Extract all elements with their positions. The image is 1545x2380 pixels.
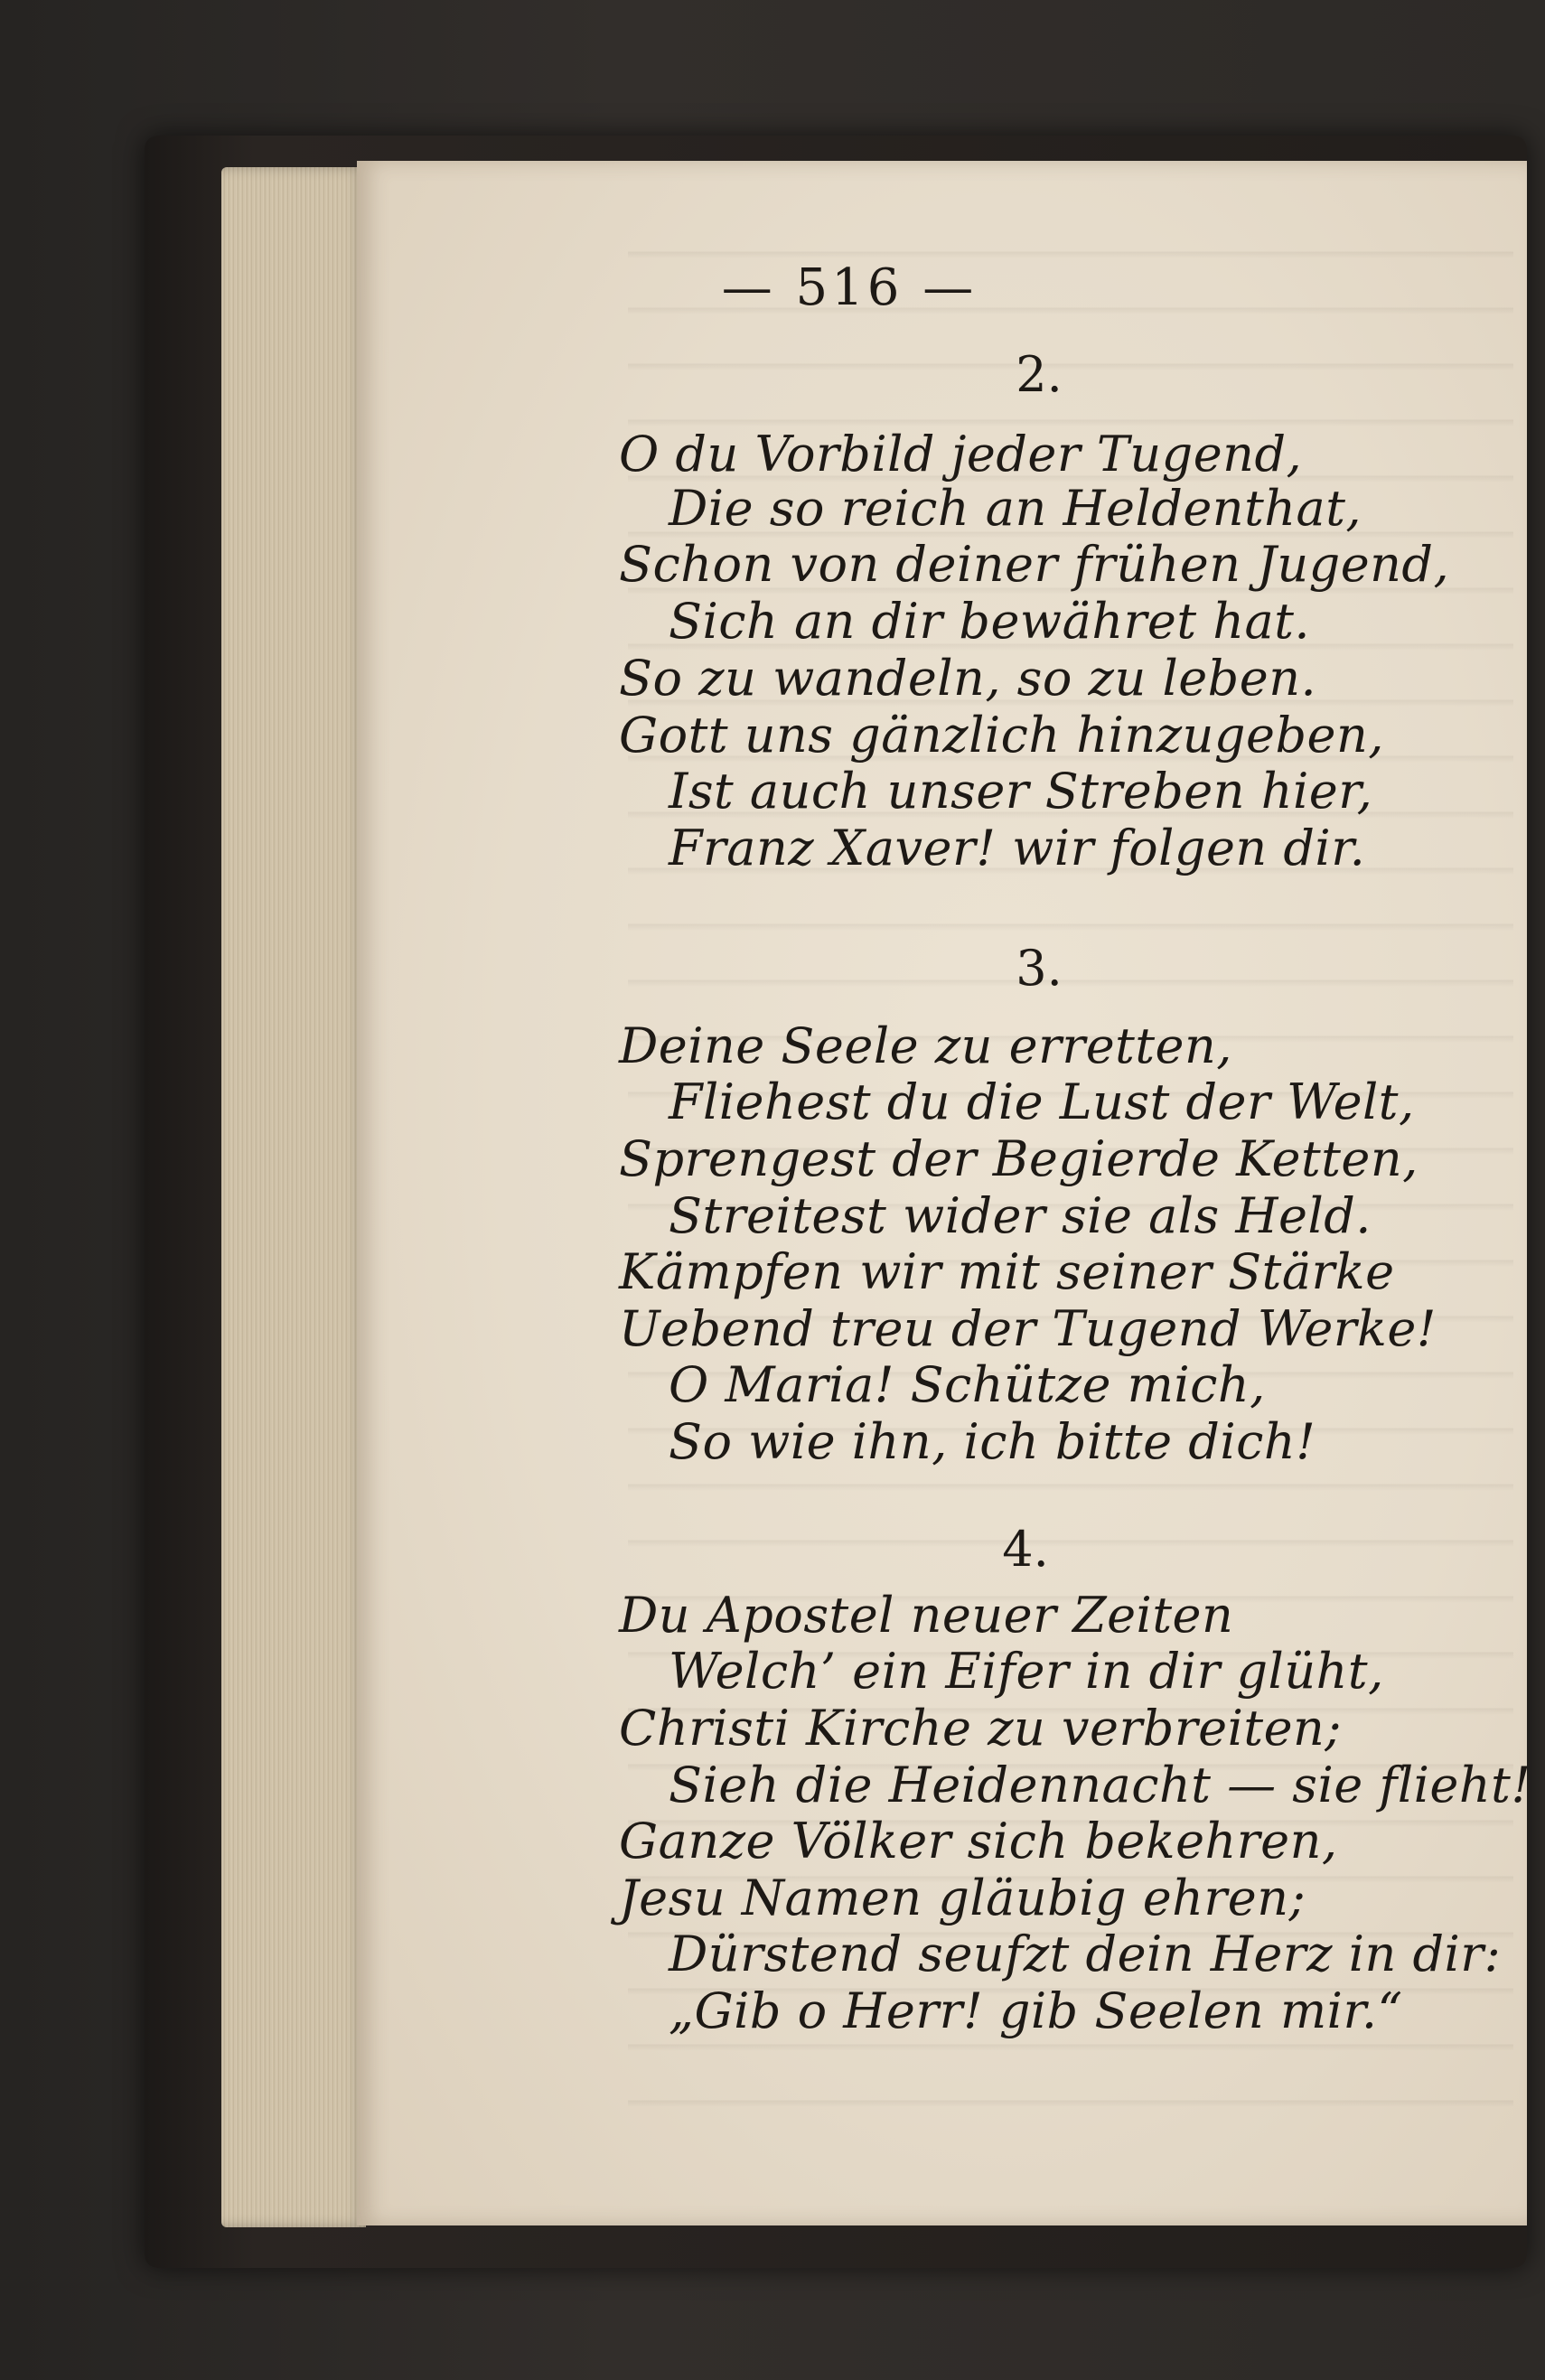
verse-line: Fliehest du die Lust der Welt, (669, 1073, 1415, 1130)
stanza-number: 4. (1002, 1521, 1049, 1578)
verse-line: Ganze Völker sich bekehren, (619, 1813, 1338, 1869)
verse-line: O du Vorbild jeder Tugend, (619, 426, 1303, 483)
verse-line: Schon von deiner frühen Jugend, (619, 536, 1450, 593)
verse-line: So zu wandeln, so zu leben. (619, 650, 1317, 707)
verse-line: Kämpfen wir mit seiner Stärke (619, 1243, 1395, 1300)
verse-line: Jesu Namen gläubig ehren; (619, 1869, 1306, 1926)
verse-line: Du Apostel neuer Zeiten (619, 1587, 1234, 1644)
verse-line: Ist auch unser Streben hier, (669, 763, 1373, 820)
verse-line: O Maria! Schütze mich, (669, 1356, 1266, 1413)
stanza-number: 3. (1016, 940, 1063, 997)
stanza-number: 2. (1016, 346, 1063, 403)
verse-line: Franz Xaver! wir folgen dir. (669, 820, 1366, 876)
page-edges (221, 167, 366, 2227)
verse-line: Sich an dir bewähret hat. (669, 593, 1311, 650)
book-page (357, 161, 1531, 2225)
verse-line: „Gib o Herr! gib Seelen mir.“ (669, 1982, 1403, 2039)
verse-line: Gott uns gänzlich hinzugeben, (619, 707, 1384, 764)
verse-line: Uebend treu der Tugend Werke! (619, 1300, 1437, 1357)
verse-line: Streitest wider sie als Held. (669, 1187, 1372, 1244)
verse-line: Sieh die Heidennacht — sie flieht! (669, 1757, 1531, 1813)
verse-line: So wie ihn, ich bitte dich! (669, 1413, 1316, 1470)
verse-line: Dürstend seufzt dein Herz in dir: (669, 1926, 1502, 1982)
verse-line: Deine Seele zu erretten, (619, 1017, 1232, 1074)
verse-line: Sprengest der Begierde Ketten, (619, 1130, 1419, 1187)
verse-line: Christi Kirche zu verbreiten; (619, 1700, 1343, 1757)
page-content (357, 161, 1531, 2225)
page-number: — 516 — (721, 258, 978, 317)
verse-line: Welch’ ein Eifer in dir glüht, (669, 1643, 1384, 1700)
verse-line: Die so reich an Heldenthat, (669, 480, 1362, 537)
